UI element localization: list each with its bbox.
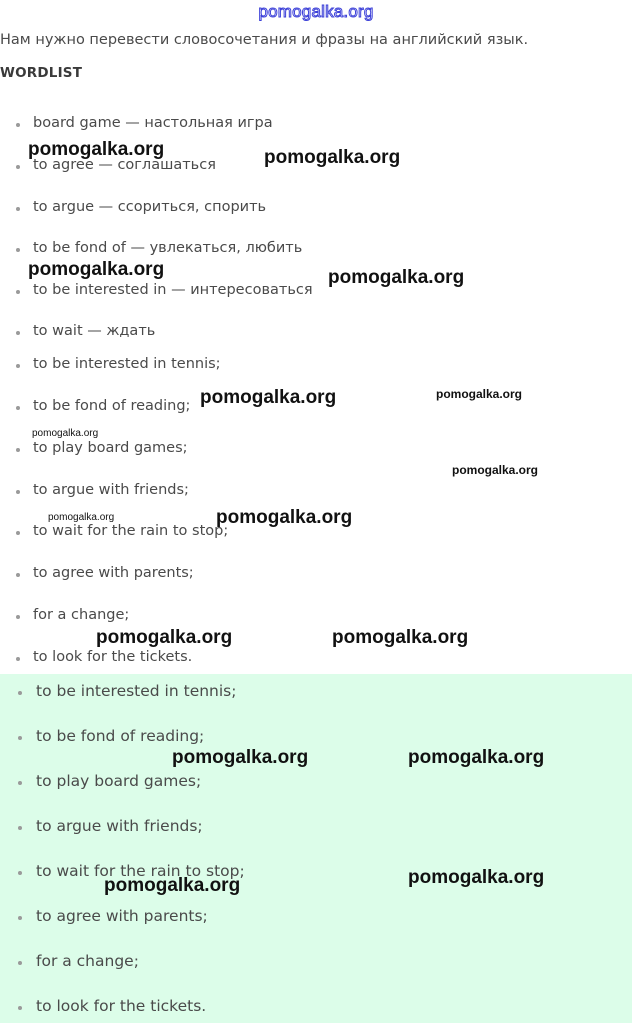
bullet-icon [18,781,22,785]
bullet-icon [16,657,20,661]
bullet-icon [16,123,20,127]
watermark: pomogalka.org [264,147,401,168]
bullet-icon [18,736,22,740]
watermark: pomogalka.org [104,875,241,896]
watermark: pomogalka.org [28,259,165,280]
watermark: pomogalka.org [96,627,233,648]
bullet-icon [16,207,20,211]
bullet-icon [18,691,22,695]
watermark: pomogalka.org [332,627,469,648]
bullet-icon [16,165,20,169]
watermark: pomogalka.org [200,387,337,408]
bullet-icon [16,331,20,335]
watermark: pomogalka.org [172,747,309,768]
bullet-icon [16,573,20,577]
bullet-icon [18,916,22,920]
bullet-icon [16,615,20,619]
bullet-icon [16,406,20,410]
bullet-icon [16,364,20,368]
watermark: pomogalka.org [452,463,539,477]
watermark: pomogalka.org [408,867,545,888]
watermark: pomogalka.org [48,512,115,523]
bullet-icon [18,961,22,965]
intro-text: Нам нужно перевести словосочетания и фразы на английский язык. [0,32,529,48]
watermark: pomogalka.org [408,747,545,768]
wordlist-heading: WORDLIST [0,65,83,81]
watermark: pomogalka.org [28,139,165,160]
watermark: pomogalka.org [216,507,353,528]
bullet-icon [18,871,22,875]
bullet-icon [16,290,20,294]
bullet-icon [18,1006,22,1010]
watermark: pomogalka.org [436,387,523,401]
watermark: pomogalka.org [32,428,99,439]
bullet-icon [16,490,20,494]
bullet-icon [18,826,22,830]
bullet-icon [16,448,20,452]
bullet-icon [16,531,20,535]
top-watermark: pomogalka.org [258,2,374,21]
bullet-icon [16,248,20,252]
watermark: pomogalka.org [328,267,465,288]
